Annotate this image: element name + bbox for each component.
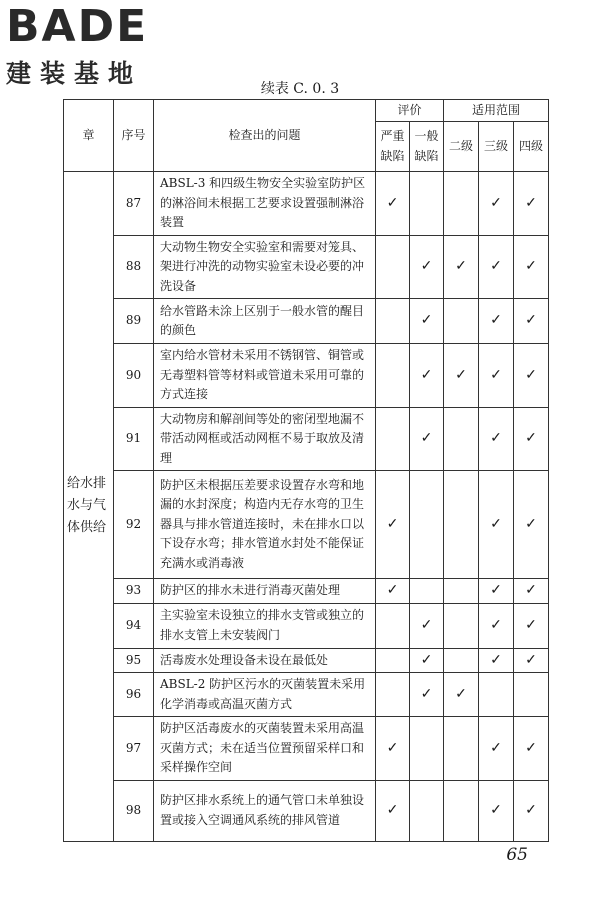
problem-text: 大动物房和解剖间等处的密闭型地漏不带活动网框或活动网框不易于取放及清理 — [154, 407, 376, 471]
mark-level4 check-icon: ✓ — [514, 780, 549, 841]
row-number: 89 — [114, 299, 154, 344]
table-row — [64, 780, 549, 841]
mark-serious check-icon: ✓ — [376, 717, 410, 781]
mark-level3 check-icon: ✓ — [479, 344, 514, 408]
mark-level4 check-icon: ✓ — [514, 407, 549, 471]
row-number: 92 — [114, 471, 154, 579]
problem-text: 活毒废水处理设备未设在最低处 — [154, 648, 376, 673]
header-serious: 严重缺陷 — [376, 122, 410, 172]
mark-level4 check-icon: ✓ — [514, 172, 549, 236]
table-row — [64, 299, 549, 344]
table-row — [64, 717, 549, 781]
mark-general check-icon: ✓ — [410, 603, 444, 648]
problem-text: 防护区活毒废水的灭菌装置未采用高温灭菌方式；未在适当位置预留采样口和采样操作空间 — [154, 717, 376, 781]
mark-level2 — [444, 717, 479, 781]
header-general: 一般缺陷 — [410, 122, 444, 172]
mark-serious — [376, 648, 410, 673]
mark-level4 check-icon: ✓ — [514, 235, 549, 299]
table-row — [64, 344, 549, 408]
header-number: 序号 — [114, 100, 154, 172]
mark-level2 — [444, 579, 479, 604]
row-number: 98 — [114, 780, 154, 841]
page-number: 65 — [506, 845, 528, 865]
mark-general check-icon: ✓ — [410, 648, 444, 673]
table-row — [64, 172, 549, 236]
mark-serious — [376, 299, 410, 344]
logo-subtitle: 建装基地 — [6, 59, 143, 88]
mark-level3 check-icon: ✓ — [479, 235, 514, 299]
mark-general check-icon: ✓ — [410, 344, 444, 408]
mark-serious — [376, 673, 410, 717]
table-body — [64, 172, 549, 842]
header-level3: 三级 — [479, 122, 514, 172]
table-row — [64, 673, 549, 717]
mark-level3 check-icon: ✓ — [479, 717, 514, 781]
mark-level4 — [514, 673, 549, 717]
row-number: 88 — [114, 235, 154, 299]
problem-text: 大动物生物安全实验室和需要对笼具、架进行冲洗的动物实验室未设必要的冲洗设备 — [154, 235, 376, 299]
mark-serious — [376, 407, 410, 471]
inspection-table — [63, 99, 549, 842]
mark-general — [410, 172, 444, 236]
table-row — [64, 235, 549, 299]
mark-level3 check-icon: ✓ — [479, 603, 514, 648]
mark-level2 — [444, 780, 479, 841]
mark-level4 check-icon: ✓ — [514, 299, 549, 344]
mark-serious — [376, 344, 410, 408]
mark-level3 check-icon: ✓ — [479, 407, 514, 471]
mark-level3 check-icon: ✓ — [479, 579, 514, 604]
row-number: 96 — [114, 673, 154, 717]
row-number: 91 — [114, 407, 154, 471]
mark-level2 — [444, 407, 479, 471]
header-level4: 四级 — [514, 122, 549, 172]
logo-text: BADE — [6, 1, 149, 52]
mark-level3 check-icon: ✓ — [479, 780, 514, 841]
problem-text: 防护区未根据压差要求设置存水弯和地漏的水封深度；构造内无存水弯的卫生器具与排水管道连接时，未在排水口以下设存水弯；排水管道水封处不能保证充满水或消毒液 — [154, 471, 376, 579]
mark-level2 — [444, 603, 479, 648]
header-level2: 二级 — [444, 122, 479, 172]
mark-general — [410, 717, 444, 781]
mark-level3 check-icon: ✓ — [479, 648, 514, 673]
mark-general check-icon: ✓ — [410, 235, 444, 299]
chapter-cell: 给水排水与气体供给 — [64, 172, 114, 842]
header-scope: 适用范围 — [444, 100, 549, 122]
mark-serious check-icon: ✓ — [376, 579, 410, 604]
mark-level2 — [444, 172, 479, 236]
mark-level4 check-icon: ✓ — [514, 648, 549, 673]
mark-general check-icon: ✓ — [410, 299, 444, 344]
table-row — [64, 603, 549, 648]
row-number: 87 — [114, 172, 154, 236]
row-number: 97 — [114, 717, 154, 781]
mark-serious check-icon: ✓ — [376, 172, 410, 236]
mark-level4 check-icon: ✓ — [514, 579, 549, 604]
header-chapter: 章 — [64, 100, 114, 172]
mark-level3 check-icon: ✓ — [479, 471, 514, 579]
mark-level2 — [444, 648, 479, 673]
mark-level4 check-icon: ✓ — [514, 603, 549, 648]
mark-level2 check-icon: ✓ — [444, 673, 479, 717]
table-row — [64, 648, 549, 673]
row-number: 90 — [114, 344, 154, 408]
problem-text: 给水管路未涂上区别于一般水管的醒目的颜色 — [154, 299, 376, 344]
mark-level2 check-icon: ✓ — [444, 235, 479, 299]
mark-level4 check-icon: ✓ — [514, 344, 549, 408]
row-number: 93 — [114, 579, 154, 604]
mark-general check-icon: ✓ — [410, 673, 444, 717]
mark-general — [410, 780, 444, 841]
mark-level4 check-icon: ✓ — [514, 471, 549, 579]
problem-text: 防护区排水系统上的通气管口未单独设置或接入空调通风系统的排风管道 — [154, 780, 376, 841]
mark-level3 check-icon: ✓ — [479, 172, 514, 236]
problem-text: 主实验室未设独立的排水支管或独立的排水支管上未安装阀门 — [154, 603, 376, 648]
row-number: 94 — [114, 603, 154, 648]
mark-level2 check-icon: ✓ — [444, 344, 479, 408]
table-row — [64, 471, 549, 579]
mark-general — [410, 579, 444, 604]
mark-general check-icon: ✓ — [410, 407, 444, 471]
mark-serious — [376, 603, 410, 648]
mark-general — [410, 471, 444, 579]
mark-level3 — [479, 673, 514, 717]
mark-level2 — [444, 471, 479, 579]
problem-text: ABSL-3 和四级生物安全实验室防护区的淋浴间未根据工艺要求设置强制淋浴装置 — [154, 172, 376, 236]
table-row — [64, 407, 549, 471]
mark-level3 check-icon: ✓ — [479, 299, 514, 344]
table-row — [64, 579, 549, 604]
problem-text: 室内给水管材未采用不锈钢管、铜管或无毒塑料管等材料或管道未采用可靠的方式连接 — [154, 344, 376, 408]
problem-text: ABSL-2 防护区污水的灭菌装置未采用化学消毒或高温灭菌方式 — [154, 673, 376, 717]
table-caption: 续表 C. 0. 3 — [260, 81, 340, 97]
mark-level2 — [444, 299, 479, 344]
mark-level4 check-icon: ✓ — [514, 717, 549, 781]
mark-serious check-icon: ✓ — [376, 471, 410, 579]
mark-serious — [376, 235, 410, 299]
problem-text: 防护区的排水未进行消毒灭菌处理 — [154, 579, 376, 604]
header-evaluation: 评价 — [376, 100, 444, 122]
header-problem: 检查出的问题 — [154, 100, 376, 172]
mark-serious check-icon: ✓ — [376, 780, 410, 841]
row-number: 95 — [114, 648, 154, 673]
